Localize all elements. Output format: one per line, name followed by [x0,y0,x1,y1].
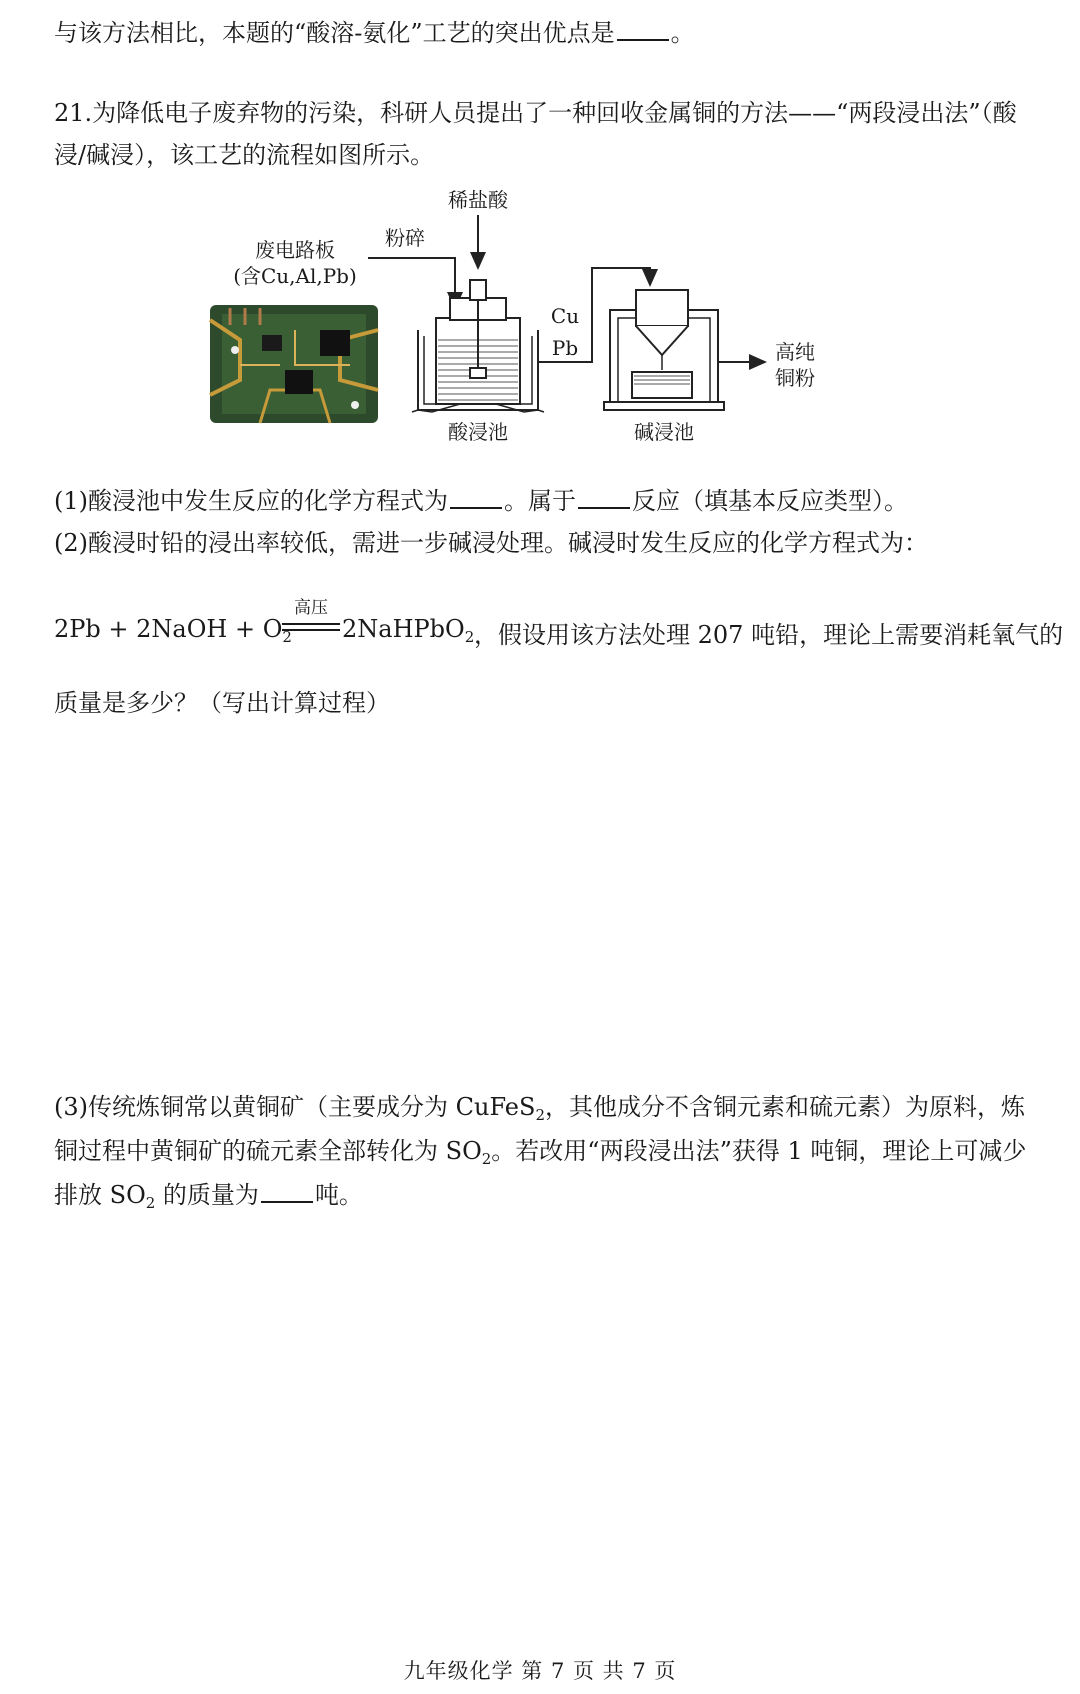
board-content-label: (含Cu,Al,Pb) [233,264,357,288]
part1-text-b: 。属于 [504,487,576,515]
part3-line3-text-a: 排放 SO [54,1181,146,1209]
q21-part3-line2 [54,1136,1026,1174]
q21-part3-line3 [54,1180,363,1218]
part3-line3-text-b: 的质量为 [155,1181,259,1209]
prev-question-text: 与该方法相比，本题的“酸溶-氨化”工艺的突出优点是 [54,19,615,47]
crush-label: 粉碎 [385,226,425,250]
answer-area[interactable] [54,740,1024,1070]
part1-blank-equation[interactable] [450,487,502,509]
equation-condition: 高压 [294,598,328,618]
part1-blank-type[interactable] [578,487,630,509]
q21-intro-line1: 21.为降低电子废弃物的污染，科研人员提出了一种回收金属铜的方法——“两段浸出法”（酸 [54,99,1017,127]
part3-line1-text-b: ，其他成分不含铜元素和硫元素）为原料，炼 [544,1093,1025,1121]
part1-text-a: (1)酸浸池中发生反应的化学方程式为 [54,487,448,515]
equation-o2-subscript: 2 [282,628,292,646]
product-label-line1: 高纯 [775,340,815,364]
cu-label: Cu [550,304,580,328]
circuit-board-image [210,305,378,423]
equation-right [342,615,474,646]
q21-part1 [54,486,908,516]
part3-so2-subscript: 2 [481,1150,492,1168]
acid-tank-label: 酸浸池 [448,420,508,444]
answer-blank[interactable] [617,19,669,41]
part3-answer-blank[interactable] [261,1181,313,1203]
prev-question-line [54,18,695,48]
part3-line1-text-a: (3)传统炼铜常以黄铜矿（主要成分为 CuFeS [54,1093,536,1121]
equation-tail: ，假设用该方法处理 207 吨铅，理论上需要消耗氧气的 [474,621,1064,649]
alkali-tank-label: 碱浸池 [634,420,694,444]
equation-right-text: 2NaHPbO [342,615,465,643]
part3-line2-text-a: 铜过程中黄铜矿的硫元素全部转化为 SO [54,1137,482,1165]
prev-question-end: 。 [670,19,695,47]
part3-cufes2-subscript: 2 [535,1106,545,1124]
board-name-label: 废电路板 [255,238,335,262]
equals-arrow [282,621,340,633]
acid-tank-drawing [412,280,544,412]
part3-line3-text-c: 吨。 [314,1181,363,1209]
alkali-tank-drawing [604,290,724,410]
equation-right-subscript: 2 [464,628,475,646]
pb-label: Pb [551,336,579,360]
q21-part2-line3: 质量是多少？（写出计算过程） [54,689,390,717]
part3-so2-subscript-2: 2 [145,1194,156,1212]
equation-left-text: 2Pb + 2NaOH + O [54,615,283,643]
q21-intro-line2: 浸/碱浸），该工艺的流程如图所示。 [54,141,435,169]
q21-part2-text: (2)酸浸时铅的浸出率较低，需进一步碱浸处理。碱浸时发生反应的化学方程式为： [54,529,928,557]
q21-part3-line1 [54,1092,1025,1130]
product-label-line2: 铜粉 [775,366,815,390]
process-flow-diagram [200,190,840,480]
process-flow-svg [200,190,840,480]
equation-left [54,615,292,646]
part1-text-c: 反应（填基本反应类型）。 [632,487,908,515]
page-footer: 九年级化学 第 7 页 共 7 页 [403,1659,677,1683]
acid-input-label: 稀盐酸 [448,188,508,212]
part3-line2-text-b: 。若改用“两段浸出法”获得 1 吨铜，理论上可减少 [491,1137,1027,1165]
